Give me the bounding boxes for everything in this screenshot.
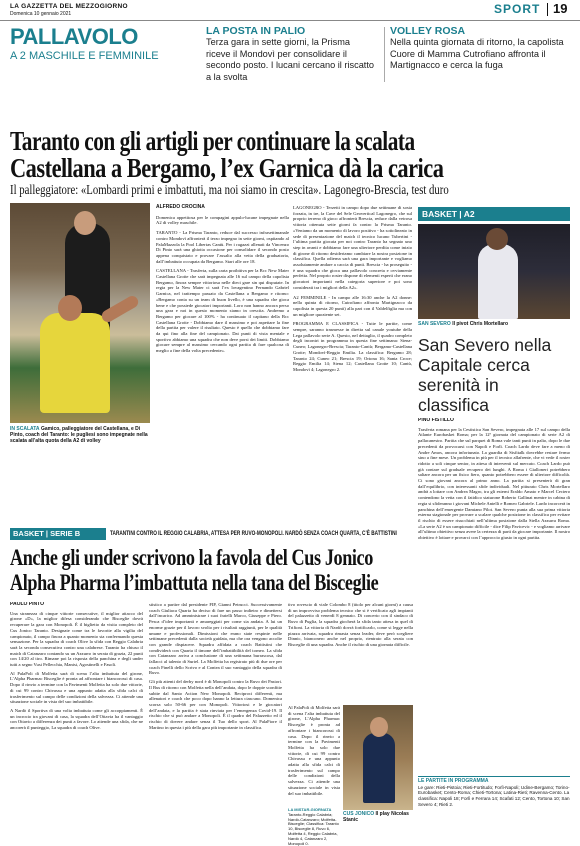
divider-icon bbox=[547, 3, 548, 16]
kicker-subtitle: A 2 MASCHILE E FEMMINILE bbox=[10, 50, 159, 62]
lower-column-1 bbox=[10, 602, 143, 832]
side-photo-caption bbox=[418, 322, 570, 328]
caption-label: CUS JONICO bbox=[343, 811, 375, 817]
main-column-1 bbox=[156, 205, 289, 420]
teaser-text: Nella quinta giornata di ritorno, la capolista Cuore di Mamma Cutrofiano affronta il Martignacco e cerca la fuga bbox=[390, 37, 564, 70]
teaser-title: VOLLEY ROSA bbox=[390, 25, 466, 37]
basket-photo bbox=[418, 224, 570, 319]
main-paragraph: PROGRAMMA E CLASSIFICA - Tutte le partite, come sempre, saranno trasmesse in diretta sul canale youtube della Lega pallavolo serie A. Questo, nel dettaglio, il quadro completo degli incontri in programma in questa fine settimana: Siena-Cuneo; Lagonegro-Brescia; Taranto-Cantù; Bergamo-Castellana Grotte; Mondovì-Reggio Emilia. La classifica: Bergamo 28; Taranto 24; Cuneo 21; Brescia 19; Ortona 16; Santa Croce; Reggio Emilia 14; Siena 12; Castellana Grotte 10; Cantù, Mondovì 4; Lagonegro 2. bbox=[293, 321, 412, 372]
main-paragraph: CASTELLANA - Trasferta, sulla carta proibitiva per la Bcc New Mater Castellana Grotte che sarà impegnata alle 16 sul campo della capolista Bergamo, finora sempre vittoriosa nelle dieci gare sin qui disputate. In regia per la New Mater ci sarà l’ex lovagentino Fernando Gabriel Garnica, nel trattempo passato da Castellana a Bergamo e ritorno: «Bergamo conta su un team di buon livello, è una squadra che gioca bene e che possiede giocatori importanti. Loro non hanno ancora perso una gara e noi in questo momento siamo in crescita. Andremo a Bergamo per giocare al 100% - ha continuato il capitano della Bcc Castellana Grotte - Dobbiamo dare il massimo e poi aspettare la fine della partita per valere il risultato. Questo è quello che dobbiamo fare da qui fino alla fine del campionato. Dai punti di vista mentale e sportivo abbiamo una squadra che non deve porsi dei limiti. Dobbiamo giocare sempre al massimo cercando ogni partita di fare qualcosa di meglio a fine della volta precedente». bbox=[156, 268, 289, 354]
program-title: LE PARTITE IN PROGRAMMA bbox=[418, 778, 489, 784]
lower-headline-2: Alpha Pharma l’imbattuta nella tana del Bisceglie bbox=[10, 570, 379, 595]
basket-head-icon bbox=[486, 228, 508, 250]
player-figure-icon bbox=[40, 313, 110, 413]
photo-caption bbox=[10, 426, 150, 445]
teaser-text: Terza gara in sette giorni, la Prisma riceve il Mondovì per consolidare il secondo posto. I lucani cercano il riscatto a la svolta bbox=[206, 37, 375, 82]
lower-paragraph: A Nardò il Sportiva di una volta imbattuta come gli accoppiamenti. È un incrocio tra giovani di casa, la squadra dell’Ottavia ha il vantaggio con Ottavio a differenza dei punti a favore. Lo attende una sfida, che ne ancorerà il punteggio, La squadra di coach Olive. bbox=[10, 707, 143, 731]
side-section-bar: BASKET | A2 bbox=[418, 207, 570, 221]
lower-bar-text: TARANTINI CONTRO IL REGGIO CALABRIA, ATTESA PER RUVO-MONOPOLI. NARDÒ SENZA COACH QUARTA, C’È BATTISTINI bbox=[110, 530, 397, 537]
issue-date: Domenica 10 gennaio 2021 bbox=[10, 11, 72, 17]
masthead bbox=[0, 0, 580, 21]
caption-text: Il play Nicolas Stanic bbox=[343, 811, 409, 823]
section-name: SPORT bbox=[494, 2, 541, 16]
coach-head-icon bbox=[74, 211, 96, 235]
kicker-title: PALLAVOLO bbox=[10, 24, 138, 49]
program-text: Le gare: Rieti-Pistoia; Rieti-Fortitudo; Forlì-Napoli; Udine-Bergamo; Torino-Eurobasket; Cento-Roma; Chieti-Tortona; Latina-Rieti; Ravenna-Cento. La classifica: Napoli 18; Forlì e Ferrara 14; Scafati 12; Cento, Tortona 10; San Severo 4; Rieti 2. bbox=[418, 784, 570, 807]
lower-section-bar bbox=[10, 528, 413, 540]
lower-program-box bbox=[288, 808, 340, 846]
lower-column-2 bbox=[149, 602, 282, 832]
lower-paragraph: Al PalaPoli di Molfetta sarà di scena l’alta imbattuta del girone, L’Alpha Pharmac Bisceglie è pronta ad affrontare i biancorossi di casa. Dopo il rinvio a termine con la Pavimenti Molfetta ha solo due vittorie, di cui 99 contro Chivassu e una appunto adatta alla sfida calci di trasferimento sul campo delle condizioni della salvezza. Ci attende una situazione sociale in vista del suo imbattibile. bbox=[288, 705, 340, 796]
caption-label: IN SCALATA bbox=[10, 426, 40, 432]
lower-paragraph: tivo rovescio di viale Colombo 8 (titolo per alcuni giorni) a causa di un improvviso problema tecnico che si è verificato agli impianti del palazzetto di venerdì 8 gennaio. Di concerto con il sindaco di Ruvo di Puglia, la squadra giocherà la sfida tanto attesa in quel di Trifioni. La vittoria di Nardò dovrà fortificarlo, come si legge nella piazza arrivata, squadra rimasta senza leader, deve però scegliere Dinnic, bianconero anche nel proprio, rientrato alla serata con Bisceglie di una squadra. Anche il rischio di una giornata difficile. bbox=[288, 602, 413, 647]
side-byline: PINO FISTILLO bbox=[418, 418, 454, 423]
lower-paragraph: Gli più attenti del derby nord è di Monopoli contro la Ruvo dei Pastori. Il Bus di ritorno con Molfetta nella dell’andata, dopo le doppie sconfitte subite dal Santo Action New Monopoli. Reciproci differenti, ma allenatori e coach che poco dopo hanno la lettura ciascuno. Domenica scorsa solo 50-66 per con Monopoli. Vittoriosi e le giocatori dell’andata, e la partita è stata rinviata per l’emergenza Covid-19. Il rischio che si può andare a Monopoli. È il quadro del Palazzetto ed il rischio di dovere andare senza il Tuo dello sport. Al PalaFiore il Martino in questa i più della gara più importante in classifica. bbox=[149, 679, 282, 730]
side-column bbox=[418, 418, 570, 763]
lower-byline: PAOLO PINTO bbox=[10, 602, 44, 607]
paper-name: LA GAZZETTA DEL MEZZOGIORNO bbox=[10, 3, 128, 10]
lower-bar-label: BASKET | SERIE B bbox=[10, 528, 106, 540]
teaser-divider-icon bbox=[384, 27, 385, 82]
main-column-2 bbox=[293, 205, 412, 521]
lower-column-3b bbox=[288, 705, 340, 805]
caption-text: Il pivot Chris Mortellaro bbox=[452, 321, 509, 327]
stanic-figure-icon bbox=[363, 733, 395, 803]
main-byline: ALFREDO CROCINA bbox=[156, 204, 205, 210]
lower-photo-caption bbox=[343, 812, 415, 823]
basket-player-icon bbox=[478, 244, 518, 319]
side-headline: San Severo nella Capitale cerca serenità in classifica bbox=[418, 335, 552, 415]
main-paragraph: A2 FEMMINILE - In campo alle 16:30 anche la A2 donne: nella quinta di ritorno, Cutrofiano affronta Martignacco da capolista in questa 20 punti) alla pari con il Valdelfiglia ma con un migliore quoziente set. bbox=[293, 294, 412, 317]
main-subhead: Il palleggiatore: «Lombardi primi e imbattuti, ma noi siamo in crescita». Lagonegro-Brescia, test duro bbox=[10, 182, 449, 197]
lower-paragraph: stistico a partire dal presidente FIP, Gianni Petrucci. Successivamente coach Giuliaca Quarta ha deciso di fare un passo indietro e dimettersi dall’incarico. Ad amministrare i suoi fratelli Marco, Giuseppe e Piero. Pesca d’idee importanti e amareggiati per come sia andata. A lui un enorme grazie per il lavoro svolto per i risultati raggiunti, per le qualità umane e professionali. Dimissioni che erano state respinte nelle settimane precedenti dalla società guidata, ma che ora vengono accolte con grande dispiacere. Squadra affidata a coach Battistini che condividerà con Quarta il timone dell’imbattibilità del torneo. La sfida con Catanzaro arriva a conclusione di una settimana burrascosa, dal fallacci al talento di Suriel. La Molfetta ha registrato più di due ore per coach Finelli dello Scrivo e al Contea il suo vantaggio della squadra di Ruvo. bbox=[149, 602, 282, 676]
lower-paragraph: Una stranezza di cinque vittorie consecutive, il miglior attacco del girone «D», la miglior difesa considerando che Bisceglie dovrà recuperare la gara con Monopoli. È il biglietto da visita completo del Cus Jonico Taranto. Designate come tra le favorite alla vigilia del campionato, il campo finora a quanto momento sta confermando questa sensazione. Per la squadra di coach Olive la sfida con Reggio Calabria sarà la seconda consecutiva contro una calabrese. Taranto ha chiuso il match di Catanzaro contando su un Azzurro in serata di grazia, 22 punti con 14/20 al tiro. Rimane poi la risposta della panchina e degli under tutti a segno Vusi Pellecchia, Manisi, Agostinelli e Fasoli. bbox=[10, 610, 143, 668]
lower-headline-1: Anche gli under scrivono la favola del Cus Jonico bbox=[10, 545, 373, 570]
cus-jonico-photo bbox=[343, 705, 413, 810]
page-number: 19 bbox=[553, 1, 568, 16]
player-head-icon bbox=[58, 295, 82, 321]
main-paragraph: Domenica appetitosa per le compagini appulo-lucane impegnate nella A2 di volley maschile. bbox=[156, 214, 289, 226]
main-paragraph: LAGONEGRO - Terzetti in campo dopo due settimane di sosta forzata, in tre, la Cave del Sele Geovertical Lagonegro, che sul proprio terreno di gioco affronterà Brescia, reduce dalla vetrosa vittoria ottenuta sette giorni fa contro la Prisma Taranto. «Veniamo da un momento di lavoro positivo - ha sottolineato in sede di presentazione del match il tecnico lucano Tubertini - l’ultima partita giocata per noi contro Taranto ha segnato uno step in avanti e dobbiamo fare una ulteriore perdita come inizio di girone di ritorno desideriamo cambiare la nostra posizione in classifica. Quella odierna sarà una gara importante e vogliamo assolutamente andare a caccia di punti. Brescia - ha proseguito - è una squadra che gioca una pallavolo concreta e ovviamente perfetta. Nel proprio roster dispone di elementi esperti che erano giocatori importanti nella categoria superiore e poi sono considerati tra i migliori della A2». bbox=[293, 205, 412, 290]
main-headline-2: Castellana a Bergamo, l’ex Garnica dà la carica bbox=[10, 153, 444, 183]
box-text: Taranto-Reggio Calabria; Nardò-Catanzaro; Molfetta-Bisceglie; Classifica: Taranto 10, Bisceglie 8, Ruvo 6, Molfetta 4, Reggio Calabria, Nardò 4, Catanzaro 2, Monopoli 0. bbox=[288, 811, 339, 846]
lower-paragraph: Al PalaPoli di Molfetta sarà di scena l’alta imbattuta del girone, L’Alpha Pharmac Bisceglie è pronta ad affrontare i biancorossi di casa. Dopo il rinvio a termine con la Pavimenti Molfetta ha solo due vittorie, di cui 99 contro Chivassu e una appunto adatta alla sfida calci di trasferimento sul campo delle condizioni della salvezza. Ci attende una situazione sociale in vista del suo imbattibile. bbox=[10, 670, 143, 705]
side-program-box bbox=[418, 776, 570, 808]
caption-label: SAN SEVERO bbox=[418, 321, 451, 327]
box-title: LA MISTAR-GIORNATA bbox=[288, 807, 332, 812]
caption-text: Gamico, palleggiatore del Castellana, e Di Pinto, coach del Taranto: le pugliesi sono impegnate nella scalata all’alta quota della A2 di volley bbox=[10, 426, 148, 445]
volley-photo bbox=[10, 203, 150, 423]
lower-column-3 bbox=[288, 602, 413, 705]
side-paragraph: Trasferta romana per la Cestistica San Severo, impegnata alle 17 sul campo della Atlante Eurobasket Roma; per la 12ª giornata del campionato di serie A2 di pallacanestro. Partita che sul parquet di Roma vale tanti punti in palio, dopo le due precedenti da provocarsi con Napoli e Forlì. Coach Lardo deve fare a meno di Andre Amos, ancora infortunato. La guardia di Sisfitalk dovrebbe restare fermo sino a fine mese. Un problema in più per il tecnico allafrente, che vi vede il roster ridotto a soli cinque senior, in attesa di interventi sul mercato. Coach Lardo può già contare sul graduale recupero dei lunghi. A Roma i Gialloneri potrebbero saltare ancora per un fisico fiero, quanto potrebbero essere di ulteriore difficoltà. Ci sono giovani ancora al primo anno. La partita si presenterà di gran dall’equilibrio, con interessanti sfide individuali. Nel pitturato Chris Mortellaro andrà a lottare con Andrea Magro, tra gli esterni Eraldo Amato e Marcel Ceciero contendono la vetta con il fatidico staturone Roberto Gallinat mentre in cabina di regia si sfideranno i giovani Michele Antelli e Romeo Gabriele. Lardo incorcerà in panchina dell’emergente Damiano Pilot. San Severo punta alla sua prima vittoria esterna stagionale per provare a scalare qualche posizione in classifica per evitare il rischio di essere risucchiati nell’ultima posizione dalla Stella Azzurra Roma. «La serie A2 è un campionato difficile - dice Filip Pavicevic - e vogliamo arrivare all’ultimo obiettivo senza avere la certezza di parti da giocare importante. Il nostro obiettivo è lottare e provarci con l’approccio giusto in ogni partita. bbox=[418, 426, 570, 541]
main-headline-1: Taranto con gli artigli per continuare la scalata bbox=[10, 126, 415, 156]
teaser-posta bbox=[206, 25, 376, 83]
stanic-head-icon bbox=[370, 717, 388, 737]
main-paragraph: TARANTO - La Prisma Taranto, reduce dal successo infrasettimanale contro Mondovì affronterà il terzo impegno in sette giorni, ospitando al PalaMazzola la Pool Libertas Cantù. Per i ragazzi allenati da Vincenzo Di Pinto sarà una ghiotta occasione per consolidare il secondo posto appena conquistato e provare l’assalto alla vetta della graduatoria, dall’imbattuto occupata da Bergamo. Start alle ore 18. bbox=[156, 230, 289, 264]
teaser-volley-rosa bbox=[390, 25, 570, 72]
teaser-title: LA POSTA IN PALIO bbox=[206, 25, 306, 37]
